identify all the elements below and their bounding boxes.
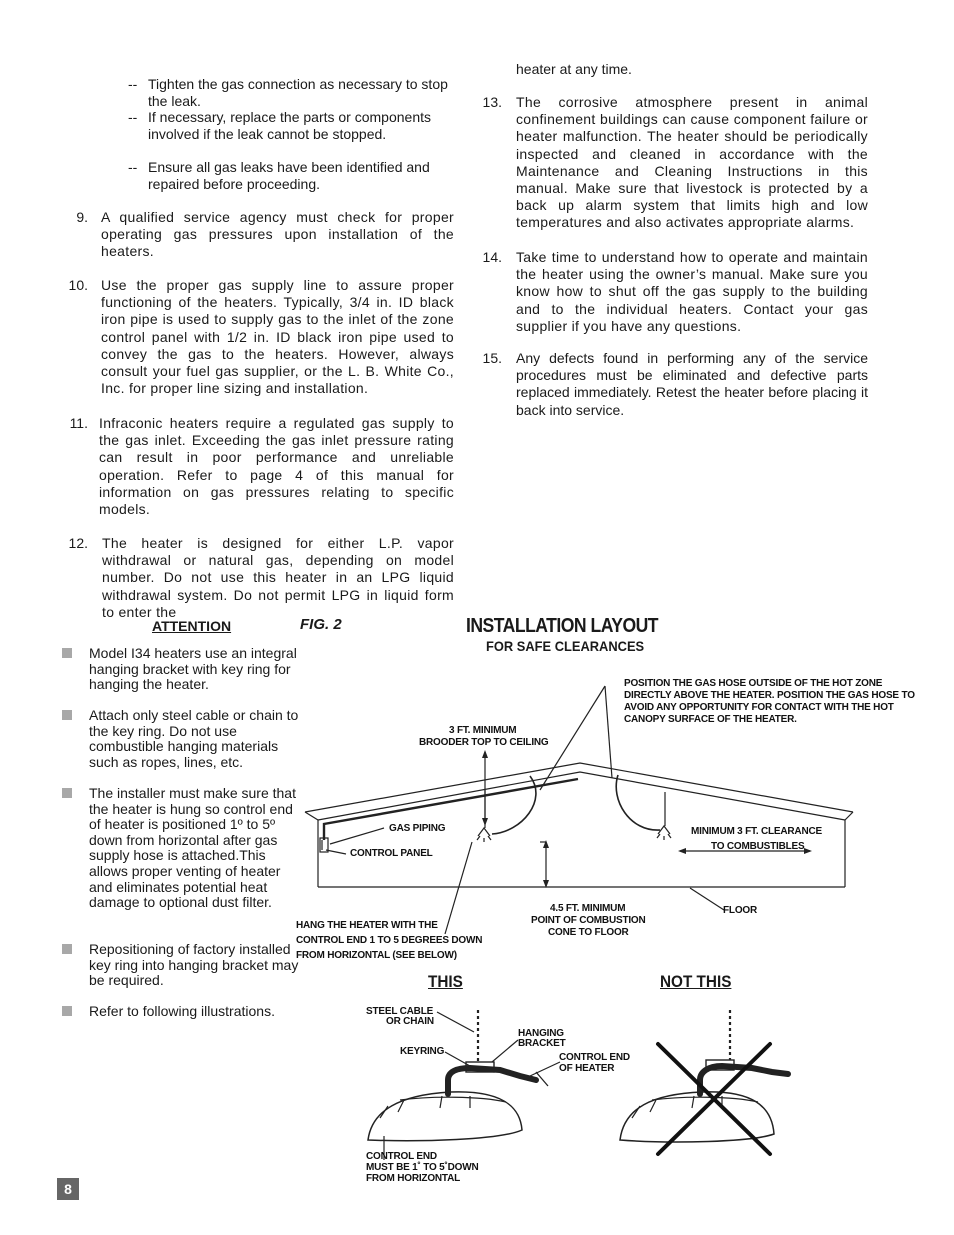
item-number: 13.: [482, 94, 502, 110]
figure-label: FIG. 2: [300, 616, 342, 633]
control-panel-label: CONTROL PANEL: [350, 848, 433, 859]
bullet-text: Repositioning of factory installed key ring into hanging bracket may be required.: [89, 941, 299, 989]
item-text: Use the proper gas supply line to assure proper functioning of the heaters. Typically, 3/4 in. ID black iron pipe is used to supply gas to the inlet of the zone control panel with 1/2 in. ID black iron pipe used to convey the gas to the heaters. However, always consult your fuel gas supplier, or the L. B. White Co., Inc. for proper line sizing and installation.: [101, 277, 454, 397]
bullet-text: The installer must make sure that the heater is hung so control end of heater is positioned 1º to 5º down from horizontal after gas supply hose is attached.This allows proper venting of heater and eliminates potential heat damage to optional dust filter.: [89, 785, 296, 911]
gas-hose-note: POSITION THE GAS HOSE OUTSIDE OF THE HOT ZONE DIRECTLY ABOVE THE HEATER. POSITION THE GAS HOSE TO AVOID ANY OPPORTUNITY FOR CONTACT WITH THE HOT CANOPY SURFACE OF THE HEATER.: [624, 678, 915, 725]
item-number: 9.: [76, 209, 88, 225]
item-number: 11.: [69, 415, 88, 431]
item-number: 15.: [482, 350, 502, 366]
dash-marker: --: [128, 109, 138, 125]
must-be-label-1: CONTROL END: [366, 1151, 437, 1162]
clearance-label-2: TO COMBUSTIBLES: [711, 841, 805, 852]
dash-marker: --: [128, 76, 138, 92]
item-number: 14.: [482, 249, 502, 265]
hang-label-1: HANG THE HEATER WITH THE: [296, 920, 438, 931]
dash-item-text: If necessary, replace the parts or components involved if the leak cannot be stopped.: [148, 109, 431, 142]
item-number: 12.: [68, 535, 88, 551]
item-text: The corrosive atmosphere present in animal confinement buildings can cause component failure or heater malfunction. The heater should be periodically inspected and cleaned in accordance with the Maintenance and Cleaning Instructions in this manual. Make sure that livestock is protected by a back up alarm system that limits high and low temperatures and also activates appropriate alarms.: [516, 94, 868, 231]
brooder-label-2: BROODER TOP TO CEILING: [419, 737, 549, 748]
must-be-label-3: FROM HORIZONTAL: [366, 1173, 461, 1184]
bullet-text: Model I34 heaters use an integral hanging bracket with key ring for hanging the heater.: [89, 645, 297, 693]
item-text: Any defects found in performing any of the service procedures must be eliminated and defective parts replaced immediately. Retest the heater before placing it back into service.: [516, 350, 868, 418]
floor-label: FLOOR: [723, 905, 757, 916]
attention-title: ATTENTION: [152, 618, 232, 634]
keyring-label: KEYRING: [400, 1046, 445, 1057]
bullet-text: Attach only steel cable or chain to the key ring. Do not use combustible hanging materials such as ropes, lines, etc.: [89, 707, 299, 770]
bullet-text: Refer to following illustrations.: [89, 1003, 275, 1019]
steel-cable-label-1: STEEL CABLE: [366, 1006, 434, 1017]
item-number: 10.: [68, 277, 88, 293]
continuation-text: heater at any time.: [516, 61, 632, 77]
brooder-label-1: 3 FT. MINIMUM: [449, 725, 517, 736]
clearance-label-1: MINIMUM 3 FT. CLEARANCE: [691, 826, 822, 837]
dash-marker: --: [128, 159, 138, 175]
figure-title: INSTALLATION LAYOUT: [466, 615, 659, 637]
control-end-label-1: CONTROL END: [559, 1052, 630, 1063]
heater-canopy-correct: [368, 1092, 522, 1141]
item-text: The heater is designed for either L.P. vapor withdrawal or natural gas, depending on model number. Do not use this heater in an LPG liquid withdrawal system. Do not permit LPG in liquid form to enter the: [102, 535, 454, 620]
item-text: Take time to understand how to operate and maintain the heater using the owner’s manual. Make sure you know how to shut off the gas supply to the building and to the individual heaters. Contact your gas supplier if you have any questions.: [516, 249, 868, 334]
hang-label-3: FROM HORIZONTAL (SEE BELOW): [296, 950, 457, 961]
not-this-label: NOT THIS: [660, 972, 732, 991]
dash-item-text: Tighten the gas connection as necessary to stop the leak.: [148, 76, 448, 109]
figure-subtitle: FOR SAFE CLEARANCES: [486, 638, 645, 654]
steel-cable-label-2: OR CHAIN: [386, 1016, 434, 1027]
hanging-bracket-label-1: HANGING: [518, 1028, 564, 1039]
combustion-label-3: CONE TO FLOOR: [548, 927, 629, 938]
must-be-label-2: MUST BE 1˚ TO 5˚DOWN: [366, 1162, 479, 1173]
gas-piping-label: GAS PIPING: [389, 823, 446, 834]
hang-label-2: CONTROL END 1 TO 5 DEGREES DOWN: [296, 935, 483, 946]
item-text: A qualified service agency must check for proper operating gas pressures upon installation of the heaters.: [101, 209, 454, 260]
item-text: Infraconic heaters require a regulated gas supply to the gas inlet. Exceeding the gas inlet pressure rating can result in poor performance and unreliable operation. Refer to page 4 of this manual for information on gas pressures relating to specific models.: [99, 415, 454, 518]
hanging-bracket-label-2: BRACKET: [518, 1038, 566, 1049]
dash-item-text: Ensure all gas leaks have been identified and repaired before proceeding.: [148, 159, 430, 192]
this-label: THIS: [428, 972, 463, 991]
control-end-label-2: OF HEATER: [559, 1063, 615, 1074]
page-number: 8: [57, 1178, 79, 1200]
combustion-label-2: POINT OF COMBUSTION: [531, 915, 646, 926]
combustion-label-1: 4.5 FT. MINIMUM: [550, 903, 626, 914]
